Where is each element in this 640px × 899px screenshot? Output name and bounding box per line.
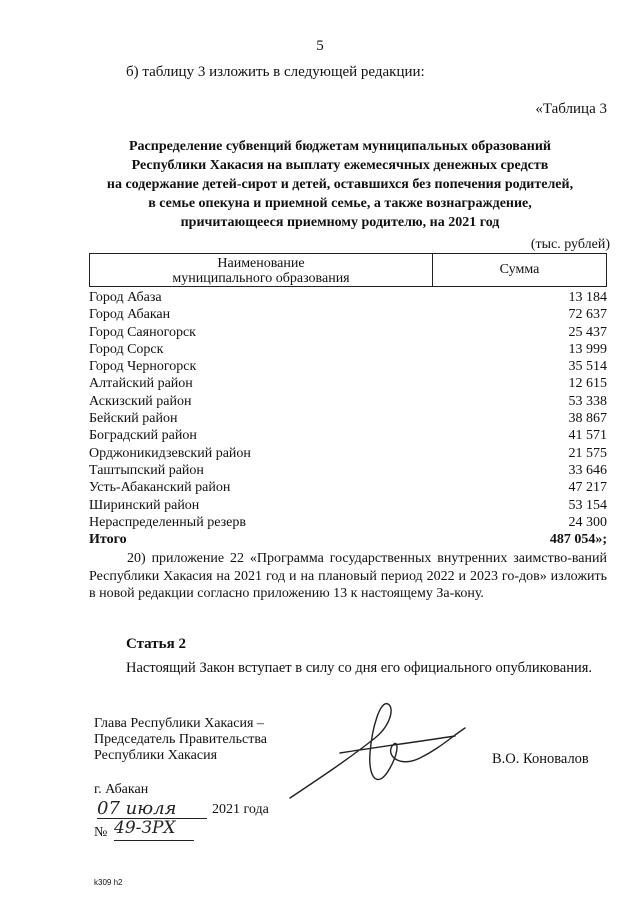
signer-name: В.О. Коновалов xyxy=(492,751,589,767)
handwritten-signature xyxy=(280,698,490,808)
row-name: Аскизский район xyxy=(89,393,192,409)
table-row xyxy=(89,427,607,444)
row-sum: 53 338 xyxy=(568,393,607,409)
row-sum: 21 575 xyxy=(568,445,607,461)
total-label: Итого xyxy=(89,532,127,548)
row-sum: 53 154 xyxy=(568,497,607,513)
row-name: Алтайский район xyxy=(89,376,193,392)
row-sum: 38 867 xyxy=(568,411,607,427)
year-text: 2021 года xyxy=(212,802,269,817)
row-name: Орджоникидзевский район xyxy=(89,445,251,461)
row-name: Город Саяногорск xyxy=(89,324,196,340)
row-name: Боградский район xyxy=(89,428,197,444)
row-sum: 47 217 xyxy=(568,480,607,496)
number-label: № xyxy=(94,825,108,840)
row-name: Нераспределенный резерв xyxy=(89,514,246,530)
table-row xyxy=(89,358,607,375)
table-title xyxy=(60,137,620,232)
article-heading: Статья 2 xyxy=(126,636,186,652)
title-line: в семье опекуна и приемной семье, а также вознаграждение, xyxy=(148,196,532,211)
header-name-cell xyxy=(90,254,433,286)
intro-text: б) таблицу 3 изложить в следующей редакции: xyxy=(126,64,425,80)
row-sum: 41 571 xyxy=(568,428,607,444)
law-text: Настоящий Закон вступает в силу со дня его официального опубликования. xyxy=(126,660,593,676)
header-name-line2: муниципального образования xyxy=(172,271,350,286)
table-row xyxy=(89,497,607,514)
row-sum: 24 300 xyxy=(568,514,607,530)
signature-title xyxy=(94,716,267,764)
table-header xyxy=(89,253,607,287)
row-sum: 33 646 xyxy=(568,462,607,478)
header-sum-cell: Сумма xyxy=(499,262,540,277)
unit-label: (тыс. рублей) xyxy=(530,237,610,252)
title-line: Распределение субвенций бюджетам муниципальных образований xyxy=(129,139,551,154)
row-name: Город Абакан xyxy=(89,307,171,323)
total-sum: 487 054»; xyxy=(549,532,607,548)
amendment-paragraph: 20) приложение 22 «Программа государственных внутренних заимство-ваний Республики Хакасия на 2021 год и на плановый период 2022 и 2023 го-дов» изложить в новой редакции согласно приложению 13 к настоящему За-кону. xyxy=(89,551,607,601)
row-sum: 25 437 xyxy=(568,324,607,340)
header-name-line1: Наименование xyxy=(217,256,305,271)
row-sum: 35 514 xyxy=(568,359,607,375)
table-row xyxy=(89,479,607,496)
table-row xyxy=(89,289,607,306)
row-sum: 13 999 xyxy=(568,341,607,357)
row-name: Таштыпский район xyxy=(89,462,204,478)
row-name: Ширинский район xyxy=(89,497,200,513)
table-row xyxy=(89,375,607,392)
row-sum: 13 184 xyxy=(568,290,607,305)
row-sum: 12 615 xyxy=(568,376,607,392)
table-row xyxy=(89,462,607,479)
table-total-row xyxy=(89,531,607,548)
row-name: Усть-Абаканский район xyxy=(89,480,231,496)
table-row xyxy=(89,514,607,531)
title-line: причитающееся приемному родителю, на 2021 год xyxy=(180,215,500,230)
signature-line: Глава Республики Хакасия – xyxy=(94,716,264,731)
title-line: Республики Хакасия на выплату ежемесячных денежных средств xyxy=(131,158,549,173)
document-code: k309 h2 xyxy=(94,878,123,887)
table-row xyxy=(89,341,607,358)
table-row xyxy=(89,410,607,427)
signature-line: Республики Хакасия xyxy=(94,748,218,763)
city: г. Абакан xyxy=(94,782,149,797)
page-number: 5 xyxy=(316,38,324,54)
table-row xyxy=(89,306,607,323)
table-row xyxy=(89,324,607,341)
handwritten-date: 07 июля xyxy=(97,798,207,819)
table-body xyxy=(89,289,607,548)
row-name: Бейский район xyxy=(89,411,178,427)
row-sum: 72 637 xyxy=(568,307,607,323)
handwritten-number: 49-ЗРХ xyxy=(114,818,194,841)
row-name: Город Черногорск xyxy=(89,359,197,375)
row-name: Город Абаза xyxy=(89,290,162,305)
table-row xyxy=(89,393,607,410)
signature-line: Председатель Правительства xyxy=(94,732,267,747)
table-row xyxy=(89,445,607,462)
table-caption: «Таблица 3 xyxy=(535,101,607,117)
title-line: на содержание детей-сирот и детей, оставшихся без попечения родителей, xyxy=(106,177,574,192)
row-name: Город Сорск xyxy=(89,341,164,357)
